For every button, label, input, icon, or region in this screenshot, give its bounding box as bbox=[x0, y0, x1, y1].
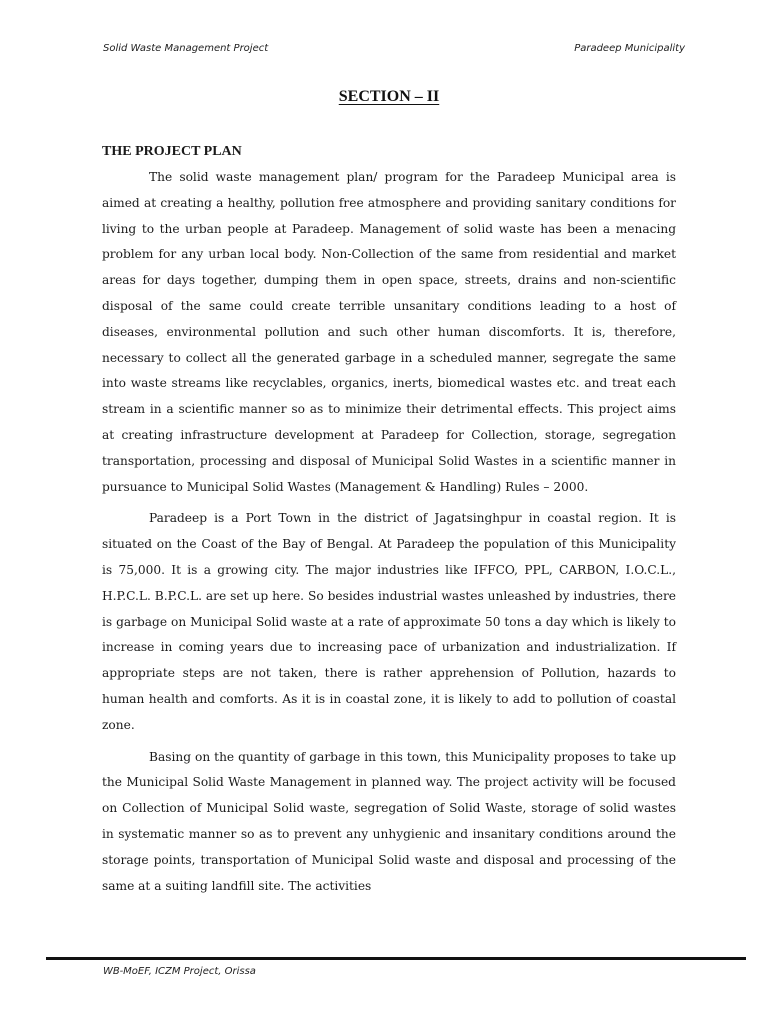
running-footer: WB-MoEF, ICZM Project, Orissa bbox=[103, 966, 256, 977]
running-header-right: Paradeep Municipality bbox=[574, 43, 685, 54]
section-title: SECTION – II bbox=[338, 88, 440, 105]
running-header-left: Solid Waste Management Project bbox=[103, 43, 269, 54]
paragraph-project-plan: The solid waste management plan/ program for the Paradeep Municipal area is aimed at creating a healthy, pollution free atmosphere and providing sanitary conditions for living to the urban people at Paradeep. Management of solid waste has been a menacing problem for any urban local body. Non-Collection of the same from residential and market areas for days together, dumping them in open space, streets, drains and non-scientific disposal of the same could create terrible unsanitary conditions leading to a host of diseases, environmental pollution and such other human discomforts. It is, therefore, necessary to collect all the generated garbage in a scheduled manner, segregate the same into waste streams like recyclables, organics, inerts, biomedical wastes etc. and treat each stream in a scientific manner so as to minimize their detrimental effects. This project aims at creating infrastructure development at Paradeep for Collection, storage, segregation transportation, processing and disposal of Municipal Solid Wastes in a scientific manner in pursuance to Municipal Solid Wastes (Management & Handling) Rules – 2000. bbox=[102, 170, 676, 494]
subheading: THE PROJECT PLAN bbox=[102, 144, 242, 159]
paragraph-paradeep-town: Paradeep is a Port Town in the district of Jagatsinghpur in coastal region. It is situated on the Coast of the Bay of Bengal. At Paradeep the population of this Municipality is 75,000. It is a growing city. The major industries like IFFCO, PPL, CARBON, I.O.C.L., H.P.C.L. B.P.C.L. are set up here. So besides industrial wastes unleashed by industries, there is garbage on Municipal Solid waste at a rate of approximate 50 tons a day which is likely to increase in coming years due to increasing pace of urbanization and industrialization. If appropriate steps are not taken, there is rather apprehension of Pollution, hazards to human health and comforts. As it is in coastal zone, it is likely to add to pollution of coastal zone. bbox=[102, 511, 676, 732]
paragraph-garbage-quantity: Basing on the quantity of garbage in this town, this Municipality proposes to take up the Municipal Solid Waste Management in planned way. The project activity will be focused on Collection of Municipal Solid waste, segregation of Solid Waste, storage of solid wastes in systematic manner so as to prevent any unhygienic and insanitary conditions around the storage points, transportation of Municipal Solid waste and disposal and processing of the same at a suiting landfill site. The activities bbox=[102, 749, 676, 893]
document-body bbox=[102, 143, 676, 899]
footer-divider bbox=[46, 957, 746, 960]
